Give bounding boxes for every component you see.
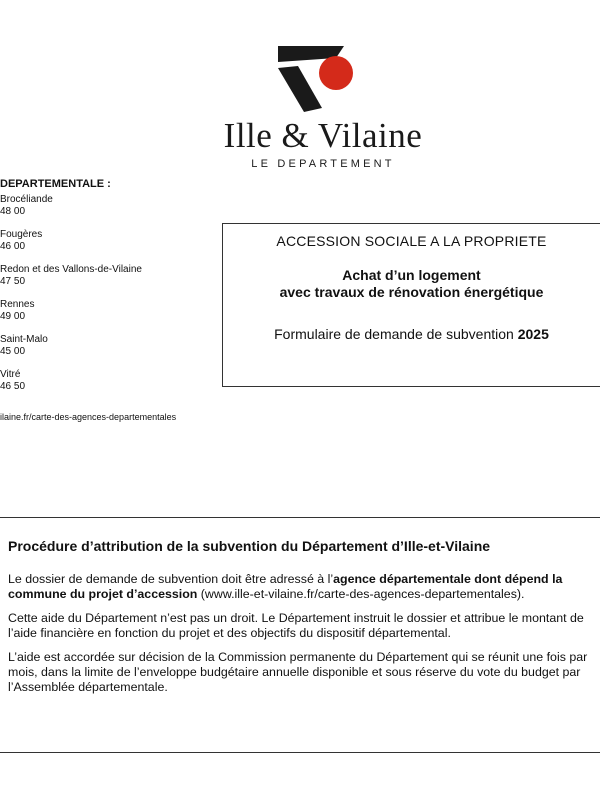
agency-name: Vitré [0,369,21,380]
agencies-title: DEPARTEMENTALE : [0,178,111,190]
agency-code: 46 00 [0,241,26,252]
agency-code: 47 50 [0,276,26,287]
agency-item [0,264,220,288]
agencies-map-link[interactable]: ilaine.fr/carte-des-agences-departementales [0,412,177,422]
agencies-list [0,178,220,404]
agency-item [0,369,220,393]
agency-item [0,334,220,358]
procedure-paragraph-1 [8,572,594,602]
procedure-p1-bold: agence départementale dont dépend la commune du projet d’accession [8,572,563,601]
agency-name: Saint-Malo [0,334,48,345]
form-year: 2025 [517,326,549,342]
form-title-box [222,223,600,387]
logo-wordmark: Ille & Vilaine [223,116,423,155]
program-subtitle-line-2: avec travaux de rénovation énergétique [279,284,544,300]
agency-code: 48 00 [0,206,26,217]
program-subtitle-line-1: Achat d’un logement [342,267,481,283]
program-heading: ACCESSION SOCIALE A LA PROPRIETE [276,233,547,249]
agency-item [0,299,220,323]
section-divider-bottom [0,752,600,753]
agency-code: 45 00 [0,346,26,357]
section-divider-top [0,517,600,518]
procedure-section [8,538,594,704]
agency-code: 46 50 [0,381,26,392]
procedure-p1-end: (www.ille-et-vilaine.fr/carte-des-agences-departementales). [197,587,525,601]
procedure-paragraph-2: Cette aide du Département n’est pas un droit. Le Département instruit le dossier et attribue le montant de l’aide financière en fonction du projet et des objectifs du dispositif départemental. [8,611,584,640]
agency-name: Brocéliande [0,194,53,205]
agency-name: Redon et des Vallons-de-Vilaine [0,264,142,275]
procedure-paragraph-3: L’aide est accordée sur décision de la Commission permanente du Département qui se réunit une fois par mois, dans la limite de l’enveloppe budgétaire annuelle disponible et sous réserve du vote du budget par l’Assemblée départementale. [8,650,588,694]
ille-et-vilaine-logo [218,40,428,180]
procedure-p1-start: Le dossier de demande de subvention doit être adressé à l’ [8,572,334,586]
logo-emblem-icon [276,42,356,122]
agency-name: Fougères [0,229,43,240]
agency-name: Rennes [0,299,35,310]
logo-subtitle: LE DEPARTEMENT [251,158,395,170]
form-label-text: Formulaire de demande de subvention [274,326,514,342]
program-subtitle [223,267,600,301]
agency-item [0,229,220,253]
form-label [223,326,600,342]
agency-item [0,194,220,218]
procedure-title: Procédure d’attribution de la subvention du Département d’Ille-et-Vilaine [8,538,491,554]
agency-code: 49 00 [0,311,26,322]
